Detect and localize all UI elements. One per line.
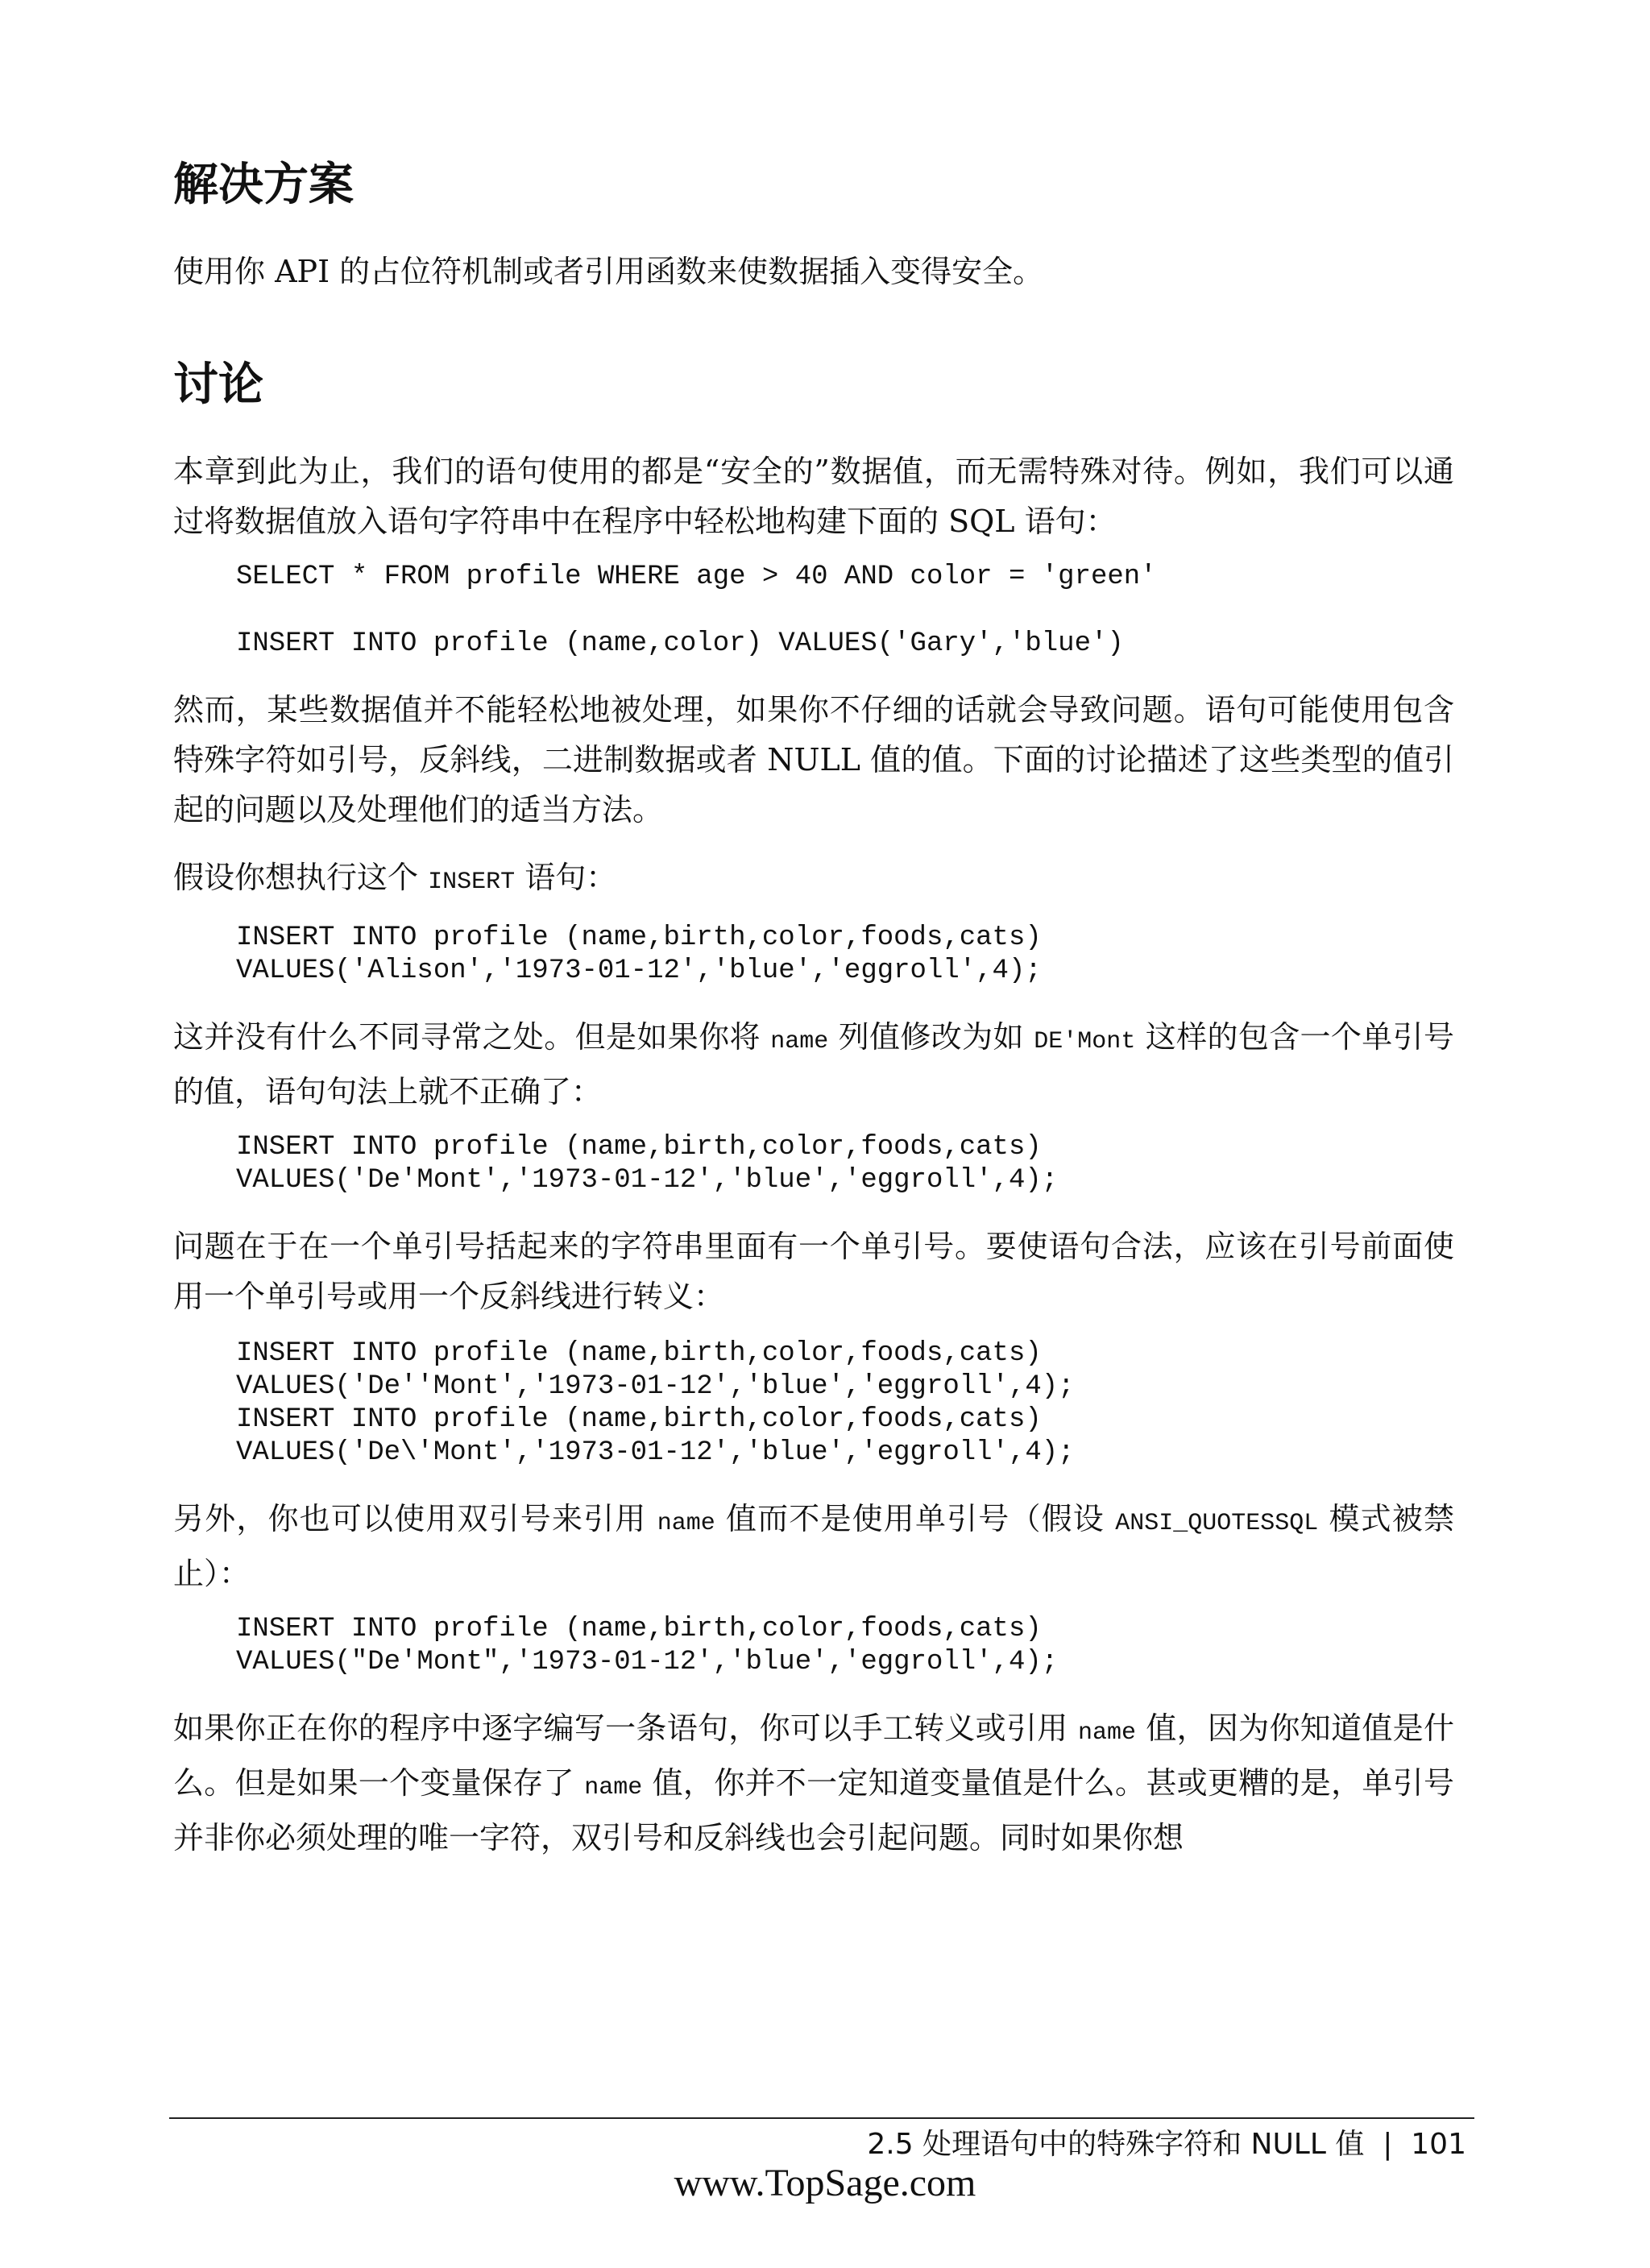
solution-text: 使用你 API 的占位符机制或者引用函数来使数据插入变得安全。 [173,254,1044,289]
inline-code-name-2: name [657,1510,715,1537]
paragraph-4-text-c: 这样的包含一个单引号的值，语句句法上就不正确了： [173,1019,1454,1109]
paragraph-6-text-b: 值而不是使用单引号（假设 [715,1501,1116,1536]
inline-code-name-3: name [1077,1719,1136,1747]
paragraph-4-text-a: 这并没有什么不同寻常之处。但是如果你将 [173,1019,771,1055]
code-block-1: SELECT * FROM profile WHERE age > 40 AND color = 'green' [236,562,1157,592]
paragraph-6 [173,1494,1454,1598]
paragraph-1: 本章到此为止，我们的语句使用的都是“安全的”数据值，而无需特殊对待。例如，我们可以通过将数据值放入语句字符串中在程序中轻松地构建下面的 SQL 语句： [173,454,1454,539]
paragraph-6-text-a: 另外，你也可以使用双引号来引用 [173,1501,657,1536]
paragraph-7 [173,1703,1454,1863]
inline-code-ansi-quotes: ANSI_QUOTESSQL [1115,1510,1319,1537]
paragraph-2: 然而，某些数据值并不能轻松地被处理，如果你不仔细的话就会导致问题。语句可能使用包含特殊字符如引号，反斜线，二进制数据或者 NULL 值的值。下面的讨论描述了这些类型的值引起的问题以及处理他们的适当方法。 [173,692,1454,827]
code-block-5: INSERT INTO profile (name,birth,color,foods,cats) VALUES('De''Mont','1973-01-12','blue','eggroll',4); INSERT INTO profile (name,birth,color,foods,cats) VALUES('De\'Mont','1973-01-12','blue','eggroll',4); [236,1338,1075,1468]
code-block-3: INSERT INTO profile (name,birth,color,foods,cats) VALUES('Alison','1973-01-12','blue','eggroll',4); [236,923,1042,986]
paragraph-5: 问题在于在一个单引号括起来的字符串里面有一个单引号。要使语句合法，应该在引号前面使用一个单引号或用一个反斜线进行转义： [173,1229,1454,1314]
paragraph-4 [173,1012,1454,1117]
watermark-url: www.TopSage.com [674,2162,976,2204]
paragraph-3 [173,852,1454,907]
code-block-6: INSERT INTO profile (name,birth,color,foods,cats) VALUES("De'Mont",'1973-01-12','blue','eggroll',4); [236,1614,1059,1677]
page-content [173,153,1454,1863]
code-block-4: INSERT INTO profile (name,birth,color,foods,cats) VALUES('De'Mont','1973-01-12','blue','eggroll',4); [236,1132,1059,1196]
page-number: 101 [1411,2128,1466,2161]
footer-separator: | [1383,2128,1393,2161]
paragraph-3-text-a: 假设你想执行这个 [173,860,429,895]
footer [867,2127,1466,2162]
inline-code-insert: INSERT [428,869,516,896]
paragraph-6-text-c: 模式被禁止）： [173,1501,1454,1591]
footer-section-title: 2.5 处理语句中的特殊字符和 NULL 值 [867,2128,1365,2161]
discussion-heading: 讨论 [173,359,263,411]
solution-heading: 解决方案 [173,159,354,211]
paragraph-3-text-b: 语句： [515,860,617,895]
inline-code-name: name [770,1028,829,1055]
code-block-2: INSERT INTO profile (name,color) VALUES('Gary','blue') [236,628,1124,659]
inline-code-name-4: name [584,1774,643,1802]
footer-rule [169,2117,1474,2119]
paragraph-4-text-b: 列值修改为如 [828,1019,1034,1055]
inline-code-demont: DE'Mont [1034,1028,1136,1055]
paragraph-7-text-b: 值，因为你知道值是什么。但是如果一个变量保存了 [173,1710,1454,1801]
paragraph-7-text-a: 如果你正在你的程序中逐字编写一条语句，你可以手工转义或引用 [173,1710,1078,1746]
paragraph-7-text-c: 值，你并不一定知道变量值是什么。甚或更糟的是，单引号并非你必须处理的唯一字符，双引号和反斜线也会引起问题。同时如果你想 [173,1765,1454,1855]
